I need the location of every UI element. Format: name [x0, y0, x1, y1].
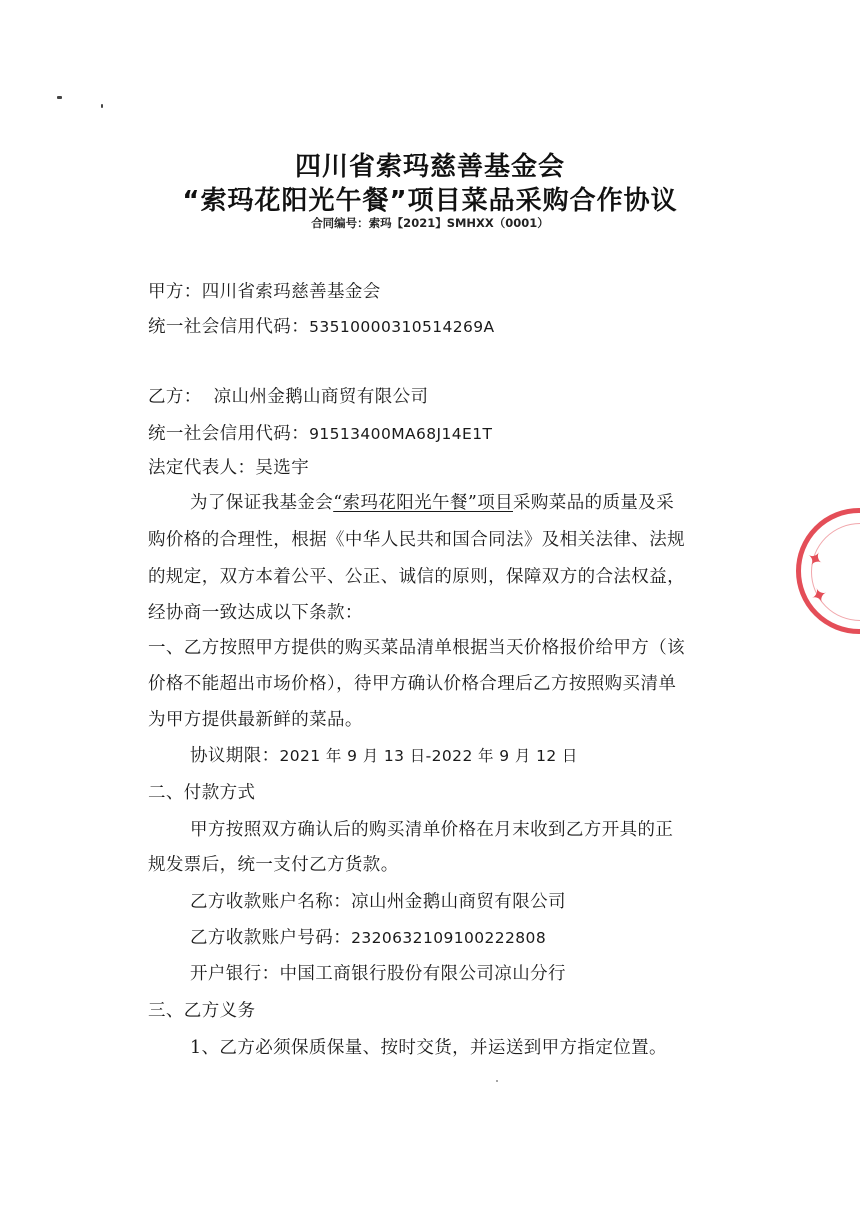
clause-3-item-1: 1、乙方必须保质保量、按时交货，并运送到甲方指定位置。: [190, 1038, 667, 1058]
intro-line-2: 购价格的合理性，根据《中华人民共和国合同法》及相关法律、法规: [148, 530, 685, 550]
clause-3-heading: 三、乙方义务: [148, 1001, 256, 1021]
contract-number: 合同编号：索玛【2021】SMHXX（0001）: [311, 216, 549, 230]
seal-inner-ring: [811, 523, 860, 621]
clause-2-line-2: 规发票后，统一支付乙方货款。: [148, 855, 399, 875]
scan-artifact-mark: [101, 104, 103, 108]
party-a-credit-code-label: 统一社会信用代码：: [148, 317, 310, 337]
intro-line-1: [190, 491, 674, 515]
intro-line-1-prefix: 为了保证我基金会: [190, 493, 334, 513]
bank-name: 开户银行：中国工商银行股份有限公司凉山分行: [190, 964, 566, 984]
scan-artifact-mark: [57, 96, 62, 99]
scan-artifact-speck: [496, 1080, 498, 1082]
seal-glyph: ✦: [805, 583, 834, 607]
intro-line-1-suffix: 采购菜品的质量及采: [513, 493, 675, 513]
clause-2-heading: 二、付款方式: [148, 783, 256, 803]
seal-glyph: ✦: [800, 545, 830, 573]
account-number-label: 乙方收款账户号码：: [190, 928, 352, 948]
party-a-credit-code: 53510000310514269A: [309, 318, 495, 336]
party-b-name: 乙方： 凉山州金鹅山商贸有限公司: [148, 387, 429, 407]
agreement-period: [190, 744, 578, 768]
agreement-period-label: 协议期限：: [190, 746, 280, 766]
account-number: 2320632109100222808: [351, 929, 547, 947]
account-number-line: [190, 926, 546, 950]
party-b-credit-code-line: [148, 422, 492, 446]
party-b-credit-code-label: 统一社会信用代码：: [148, 424, 310, 444]
intro-line-4: 经协商一致达成以下条款：: [148, 603, 363, 623]
official-seal-stamp: [796, 508, 860, 634]
intro-project-name: “索玛花阳光午餐”项目: [333, 493, 513, 513]
clause-2-line-1: 甲方按照双方确认后的购买清单价格在月末收到乙方开具的正: [190, 820, 674, 840]
document-title-line1: 四川省索玛慈善基金会: [294, 152, 565, 182]
agreement-period-value: 2021 年 9 月 13 日-2022 年 9 月 12 日: [279, 747, 578, 765]
party-a-credit-code-line: [148, 315, 495, 339]
clause-1-line-2: 价格不能超出市场价格），待甲方确认价格合理后乙方按照购买清单: [148, 674, 677, 694]
party-a-name: 甲方：四川省索玛慈善基金会: [148, 282, 381, 302]
clause-1-line-1: 一、乙方按照甲方提供的购买菜品清单根据当天价格报价给甲方（该: [148, 638, 685, 658]
document-title-line2: “索玛花阳光午餐”项目菜品采购合作协议: [182, 186, 678, 216]
clause-1-line-3: 为甲方提供最新鲜的菜品。: [148, 710, 363, 730]
account-name: 乙方收款账户名称：凉山州金鹅山商贸有限公司: [190, 892, 566, 912]
party-b-credit-code: 91513400MA68J14E1T: [309, 425, 493, 443]
party-b-legal-rep: 法定代表人：吴选宇: [148, 458, 310, 478]
intro-line-3: 的规定，双方本着公平、公正、诚信的原则，保障双方的合法权益，: [148, 567, 685, 587]
